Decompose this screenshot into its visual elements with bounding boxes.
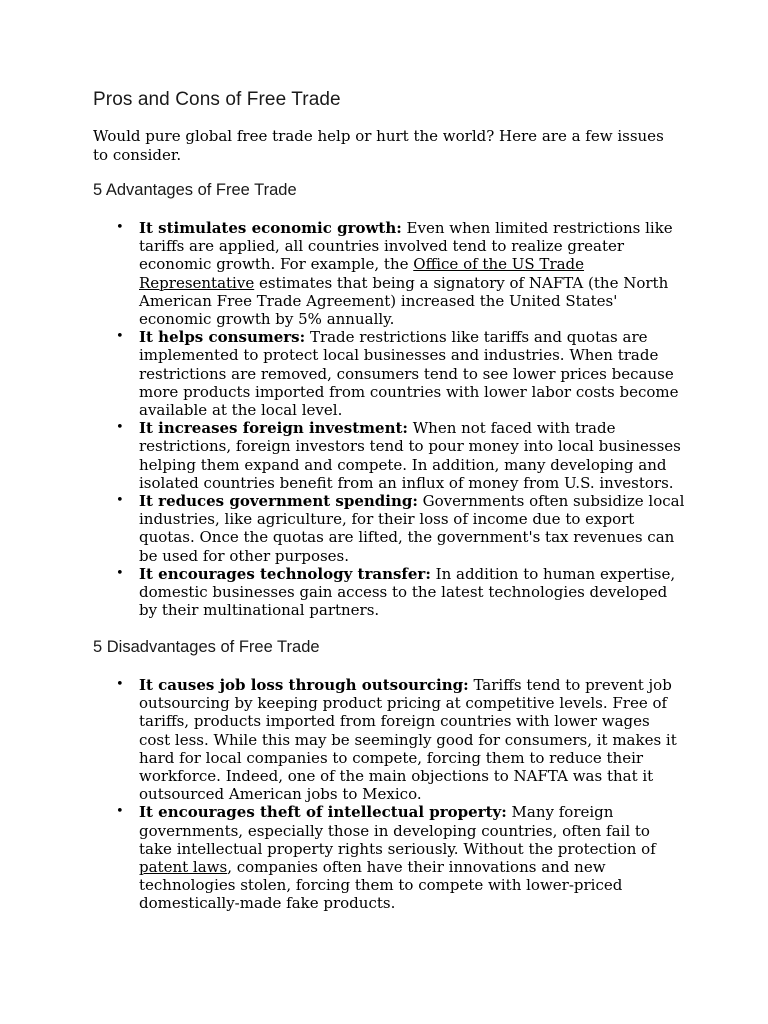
bullet-icon: •	[116, 565, 124, 581]
bullet-icon: •	[116, 329, 124, 345]
disadvantages-list	[93, 676, 685, 913]
item-text: When not faced with trade restrictions, foreign investors tend to pour money into local businesses helping them expand and compete. In addition, many developing and isolated countries benefit from an influx of money from U.S. investors.	[139, 419, 681, 492]
list-item	[93, 676, 685, 803]
bullet-icon: •	[116, 804, 124, 820]
bullet-icon: •	[116, 677, 124, 692]
advantages-heading: 5 Advantages of Free Trade	[93, 181, 297, 199]
item-text-after: estimates that being a signatory of NAFTA (the North American Free Trade Agreement) increased the United States' economic growth by 5% annually.	[139, 273, 669, 329]
bullet-icon: •	[116, 420, 124, 436]
item-lead: It helps consumers:	[139, 328, 306, 347]
item-lead: It reduces government spending:	[139, 492, 418, 511]
page-title: Pros and Cons of Free Trade	[93, 89, 341, 110]
item-text: Even when limited restrictions like tariffs are applied, all countries involved tend to realize greater economic growth. For example, the	[139, 219, 673, 274]
item-text: Tariffs tend to prevent job outsourcing by keeping product pricing at competitive levels. Free of tariffs, products imported from foreign countries with lower wages cost less. While this may be seemingly good for consumers, it makes it hard for local companies to compete, forcing them to reduce their workforce. Indeed, one of the main objections to NAFTA was that it outsourced American jobs to Mexico.	[139, 676, 677, 804]
item-text: Governments often subsidize local industries, like agriculture, for their loss of income due to export quotas. Once the quotas are lifted, the government's tax revenues can be used for other purposes.	[139, 492, 685, 565]
list-item	[93, 328, 685, 419]
advantages-list	[93, 219, 685, 619]
list-item	[93, 419, 685, 492]
list-item	[93, 803, 685, 912]
disadvantages-heading: 5 Disadvantages of Free Trade	[93, 638, 320, 656]
item-text: Many foreign governments, especially those in developing countries, often fail to take intellectual property rights seriously. Without the protection of	[139, 803, 656, 858]
office-of-us-trade-representative-link[interactable]: Office of the US Trade Representative	[139, 255, 585, 292]
item-text-after: , companies often have their innovations and new technologies stolen, forcing them to compete with lower-priced domestically-made fake products.	[139, 858, 623, 913]
item-lead: It encourages technology transfer:	[139, 564, 431, 583]
item-lead: It increases foreign investment:	[139, 419, 408, 438]
item-lead: It stimulates economic growth:	[139, 219, 402, 237]
patent-laws-link[interactable]: patent laws	[139, 858, 228, 877]
bullet-icon: •	[116, 493, 124, 509]
list-item	[93, 492, 685, 565]
item-lead: It causes job loss through outsourcing:	[139, 676, 469, 694]
item-text: Trade restrictions like tariffs and quotas are implemented to protect local businesses and industries. When trade restrictions are removed, consumers tend to see lower prices because more products imported from countries with lower labor costs become available at the local level.	[139, 328, 679, 420]
list-item	[93, 219, 685, 328]
intro-paragraph: Would pure global free trade help or hurt the world? Here are a few issues to consider.	[93, 127, 664, 164]
item-lead: It encourages theft of intellectual property:	[139, 803, 507, 822]
bullet-icon: •	[116, 220, 124, 235]
list-item	[93, 565, 685, 620]
item-text: In addition to human expertise, domestic businesses gain access to the latest technologies developed by their multinational partners.	[139, 564, 676, 620]
